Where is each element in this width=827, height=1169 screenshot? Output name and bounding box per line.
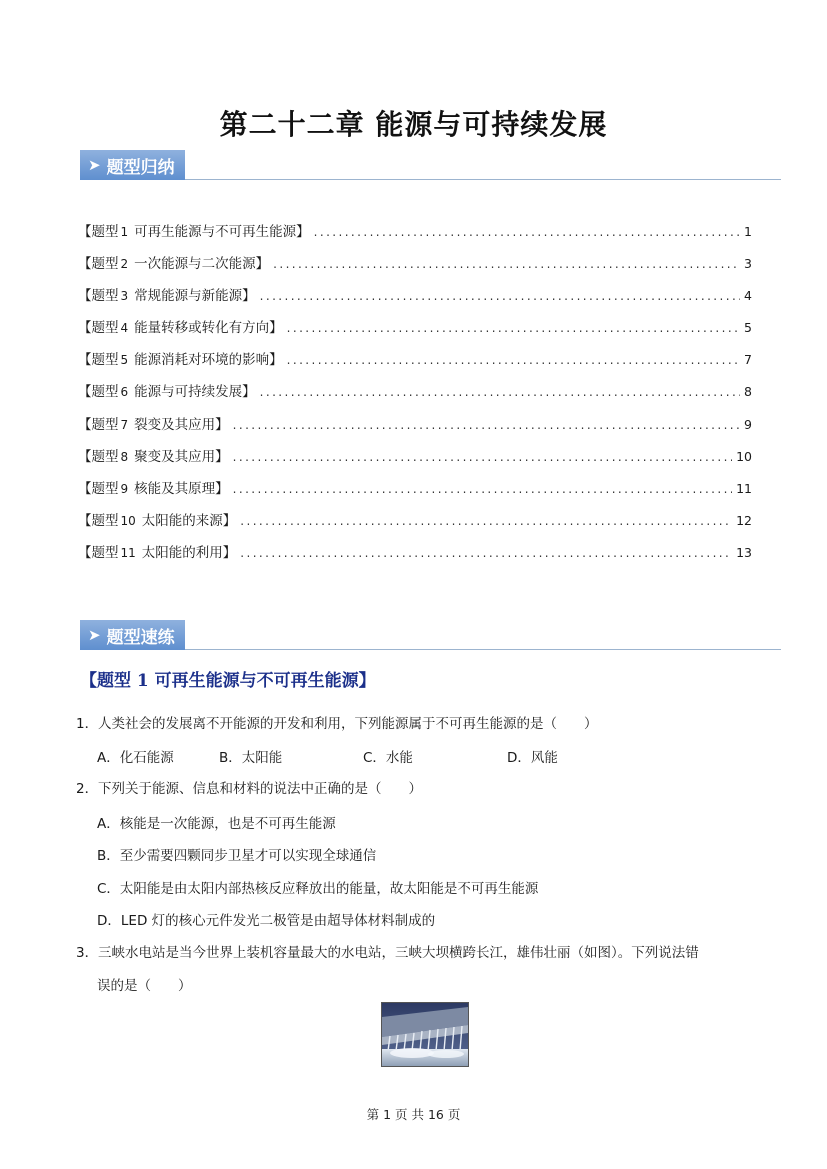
option-a[interactable]: A．化石能源 (97, 750, 174, 766)
toc-entry[interactable] (78, 316, 752, 348)
toc-name: 太阳能的来源】 (141, 512, 237, 529)
section-header-practice (80, 620, 781, 652)
toc-page: 11 (736, 480, 752, 496)
toc-entry[interactable] (78, 348, 752, 380)
section-tab-label: 题型速练 (106, 627, 175, 648)
toc-prefix: 【题型 (78, 544, 119, 561)
toc-name: 能源消耗对环境的影响】 (134, 352, 283, 369)
toc-page: 10 (736, 448, 752, 464)
toc-prefix: 【题型 (78, 352, 119, 369)
toc-number: 8 (120, 449, 129, 464)
toc-number: 4 (120, 321, 129, 336)
toc-leader (240, 546, 732, 560)
dam-photo (381, 1002, 469, 1067)
question-text: 人类社会的发展离不开能源的开发和利用，下列能源属于不可再生能源的是（ ） (98, 716, 598, 732)
question-number: 1． (76, 716, 99, 732)
toc-name: 常规能源与新能源】 (134, 288, 256, 305)
option-b[interactable]: B．至少需要四颗同步卫星才可以实现全球通信 (97, 848, 377, 864)
toc-page: 3 (744, 256, 752, 272)
toc-page: 12 (736, 512, 752, 528)
toc-leader (233, 418, 740, 432)
toc-leader (260, 385, 740, 399)
section-tab (80, 150, 185, 180)
toc-page: 4 (744, 288, 752, 304)
toc-entry[interactable] (78, 477, 752, 509)
toc-leader (233, 482, 732, 496)
toc-leader (233, 450, 732, 464)
toc-prefix: 【题型 (78, 256, 119, 273)
toc-entry[interactable] (78, 413, 752, 445)
toc-number: 11 (120, 545, 136, 560)
toc-page: 5 (744, 320, 752, 336)
toc-entry[interactable] (78, 252, 752, 284)
toc-name: 可再生能源与不可再生能源】 (134, 224, 310, 240)
page-footer: 第 1 页 共 16 页 (366, 1107, 461, 1122)
arrow-icon: ➤ (88, 156, 101, 174)
toc-entry[interactable] (78, 445, 752, 477)
toc-page: 1 (744, 224, 752, 239)
question-number: 2． (76, 781, 99, 797)
option-c[interactable]: C．太阳能是由太阳内部热核反应释放出的能量，故太阳能是不可再生能源 (97, 881, 539, 897)
toc-number: 10 (120, 513, 136, 528)
option-b[interactable]: B．太阳能 (219, 750, 283, 766)
toc-name: 核能及其原理】 (134, 480, 229, 497)
question-type-heading: 【题型 1 可再生能源与不可再生能源】 (80, 671, 376, 691)
toc-entry[interactable] (78, 380, 752, 412)
toc-prefix: 【题型 (78, 320, 119, 337)
toc-prefix: 【题型 (78, 224, 119, 240)
section-tab-label: 题型归纳 (106, 157, 175, 178)
question-text: 下列关于能源、信息和材料的说法中正确的是（ ） (98, 781, 422, 797)
toc-page: 9 (744, 416, 752, 432)
toc-number: 2 (120, 257, 129, 272)
arrow-icon: ➤ (88, 626, 101, 644)
toc-entry[interactable] (78, 509, 752, 541)
toc-name: 一次能源与二次能源】 (134, 256, 270, 273)
section-tab (80, 620, 185, 650)
toc-name: 能源与可持续发展】 (134, 384, 256, 401)
toc-prefix: 【题型 (78, 416, 119, 433)
toc-leader (287, 353, 740, 367)
toc-entry[interactable] (78, 541, 752, 573)
section-header-toc (80, 150, 781, 182)
toc-entry[interactable] (78, 220, 752, 252)
toc-prefix: 【题型 (78, 480, 119, 497)
section-rule (80, 179, 781, 180)
question-3 (76, 942, 756, 964)
toc-number: 7 (120, 417, 129, 432)
toc-name: 聚变及其应用】 (134, 448, 229, 465)
toc-page: 8 (744, 384, 752, 400)
toc-leader (314, 225, 740, 239)
question-2 (76, 778, 756, 800)
toc-leader (273, 257, 740, 271)
toc-name: 能量转移或转化有方向】 (134, 320, 283, 337)
dam-illustration-icon (382, 1003, 468, 1066)
toc-prefix: 【题型 (78, 288, 119, 305)
toc-prefix: 【题型 (78, 384, 119, 401)
toc-number: 6 (120, 385, 129, 400)
table-of-contents (78, 220, 752, 573)
toc-entry[interactable] (78, 284, 752, 316)
question-text-continued: 误的是（ ） (97, 978, 192, 994)
toc-name: 太阳能的利用】 (141, 544, 237, 561)
option-d[interactable]: D．风能 (507, 750, 558, 766)
toc-page: 13 (736, 544, 752, 560)
page-title: 第二十二章 能源与可持续发展 (219, 108, 608, 141)
toc-number: 5 (120, 353, 129, 368)
toc-prefix: 【题型 (78, 448, 119, 465)
toc-name: 裂变及其应用】 (134, 416, 229, 433)
toc-number: 3 (120, 289, 129, 304)
option-c[interactable]: C．水能 (363, 750, 413, 766)
section-rule (80, 649, 781, 650)
toc-leader (260, 289, 740, 303)
toc-page: 7 (744, 352, 752, 368)
question-1 (76, 713, 756, 735)
toc-number: 9 (120, 481, 129, 496)
toc-leader (240, 514, 732, 528)
option-d[interactable]: D．LED 灯的核心元件发光二极管是由超导体材料制成的 (97, 913, 436, 929)
question-text: 三峡水电站是当今世界上装机容量最大的水电站，三峡大坝横跨长江，雄伟壮丽（如图）。下列说法错 (98, 945, 699, 961)
toc-prefix: 【题型 (78, 512, 119, 529)
question-1-options (97, 746, 558, 766)
toc-number: 1 (120, 225, 129, 239)
question-number: 3． (76, 945, 99, 961)
toc-leader (287, 321, 740, 335)
option-a[interactable]: A．核能是一次能源，也是不可再生能源 (97, 816, 336, 832)
